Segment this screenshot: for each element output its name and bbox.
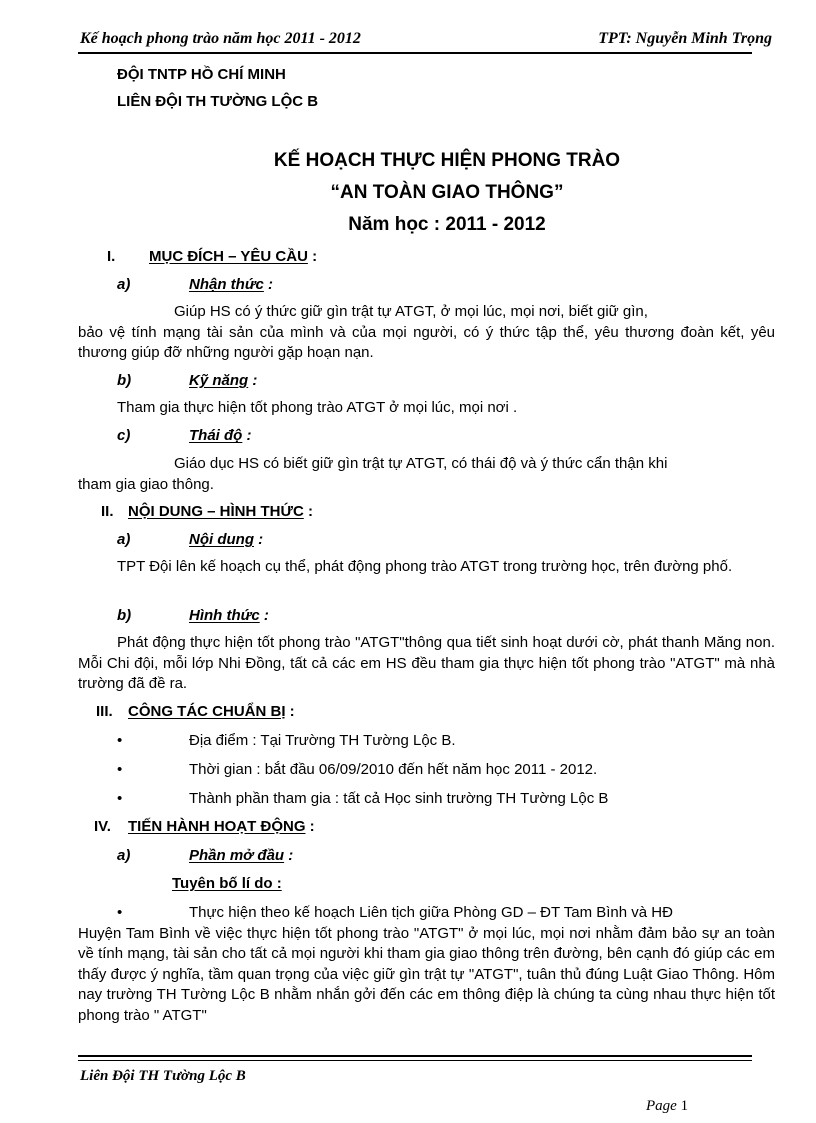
s1-b-paragraph: Tham gia thực hiện tốt phong trào ATGT ở mọi lúc, mọi nơi . xyxy=(117,399,518,416)
s4-line1 xyxy=(78,903,775,924)
page-number: Page 1 xyxy=(646,1098,689,1114)
doc-title-3: Năm học : 2011 - 2012 xyxy=(348,214,546,235)
s4-sub-heading: Tuyên bố lí do : xyxy=(172,875,282,892)
header-right: TPT: Nguyễn Minh Trọng xyxy=(598,30,772,47)
doc-title-2: “AN TOÀN GIAO THÔNG” xyxy=(330,182,564,203)
section-4-number: IV. xyxy=(94,818,111,835)
s1-a-paragraph xyxy=(78,302,775,364)
s4-line1-text: Thực hiện theo kế hoạch Liên tịch giữa Phòng GD – ĐT Tam Bình và HĐ xyxy=(189,904,673,921)
section-3-heading: CÔNG TÁC CHUẨN BỊ : xyxy=(128,703,295,720)
s1-a-heading: Nhận thức : xyxy=(189,276,274,293)
s2-a-paragraph: TPT Đội lên kế hoạch cụ thể, phát động phong trào ATGT trong trường học, trên đường phố. xyxy=(117,558,733,575)
footer-rule-top xyxy=(78,1055,752,1057)
s3-bullet-3: Thành phần tham gia : tất cả Học sinh trường TH Tường Lộc B xyxy=(189,790,609,807)
bullet-icon: • xyxy=(117,790,123,807)
s1-c-letter: c) xyxy=(117,427,131,444)
section-2-number: II. xyxy=(101,503,114,520)
org-line-2: LIÊN ĐỘI TH TƯỜNG LỘC B xyxy=(117,93,319,110)
s1-a-letter: a) xyxy=(117,276,131,293)
bullet-icon: • xyxy=(117,761,123,778)
doc-title-1: KẾ HOẠCH THỰC HIỆN PHONG TRÀO xyxy=(273,150,621,171)
s2-b-letter: b) xyxy=(117,607,132,624)
header-rule xyxy=(78,52,752,54)
section-2-heading: NỘI DUNG – HÌNH THỨC : xyxy=(128,503,313,520)
s3-bullet-2: Thời gian : bắt đầu 06/09/2010 đến hết năm học 2011 - 2012. xyxy=(189,761,598,778)
section-1-number: I. xyxy=(107,248,116,265)
s4-rest: Huyện Tam Bình về việc thực hiện tốt phong trào "ATGT" ở mọi lúc, mọi nơi nhằm đảm bảo sự an toàn về tính mạng, tài sản cho tất cả mọi người khi tham gia giao thông trên đường, bên cạnh đó giúp các em thấy được ý nghĩa, tầm quan trọng của việc giữ gìn trật tự "ATGT", tuân thủ đúng Luật Giao Thông. Hôm nay trường TH Tường Lộc B nhằm nhắn gởi đến các em thông điệp là chúng ta cùng nhau thực hiện tốt phong trào " ATGT" xyxy=(78,924,775,1024)
section-1-heading: MỤC ĐÍCH – YÊU CẦU : xyxy=(149,248,318,265)
s2-a-letter: a) xyxy=(117,531,131,548)
footer-left: Liên Đội TH Tường Lộc B xyxy=(80,1068,246,1084)
s2-b-heading: Hình thức : xyxy=(189,607,269,624)
section-4-heading: TIẾN HÀNH HOẠT ĐỘNG : xyxy=(128,818,315,835)
header-left: Kế hoạch phong trào năm học 2011 - 2012 xyxy=(80,30,361,47)
bullet-icon: • xyxy=(117,904,123,921)
s1-b-heading: Kỹ năng : xyxy=(189,372,258,389)
s1-a-rest: bảo vệ tính mạng tài sản của mình và của mọi người, có ý thức tập thể, yêu thương đoàn kết, yêu thương giúp đỡ những người gặp hoạn nạn. xyxy=(78,323,775,361)
s4-paragraph xyxy=(78,903,775,1026)
section-3-number: III. xyxy=(96,703,113,720)
s1-a-line1: Giúp HS có ý thức giữ gìn trật tự ATGT, ở mọi lúc, mọi nơi, biết giữ gìn, xyxy=(174,303,648,320)
org-line-1: ĐỘI TNTP HỒ CHÍ MINH xyxy=(117,66,286,83)
footer-rule-bottom xyxy=(78,1060,752,1061)
s1-c-rest: tham gia giao thông. xyxy=(78,475,214,493)
s2-a-heading: Nội dung : xyxy=(189,531,264,548)
bullet-icon: • xyxy=(117,732,123,749)
s1-b-letter: b) xyxy=(117,372,132,389)
s1-c-heading: Thái độ : xyxy=(189,427,252,444)
s4-a-letter: a) xyxy=(117,847,131,864)
s1-c-paragraph xyxy=(78,454,775,495)
s2-b-paragraph: Phát động thực hiện tốt phong trào "ATGT"thông qua tiết sinh hoạt dưới cờ, phát thanh Măng non. Mỗi Chi đội, mỗi lớp Nhi Đồng, tất cả các em HS đều tham gia thực hiện tốt phong trào "ATGT" mà nhà trường đã đề ra. xyxy=(78,634,775,692)
s3-bullet-1: Địa điểm : Tại Trường TH Tường Lộc B. xyxy=(189,732,456,749)
s1-c-line1: Giáo dục HS có biết giữ gìn trật tự ATGT, có thái độ và ý thức cẩn thận khi xyxy=(174,455,668,472)
s4-a-heading: Phần mở đầu : xyxy=(189,847,294,864)
